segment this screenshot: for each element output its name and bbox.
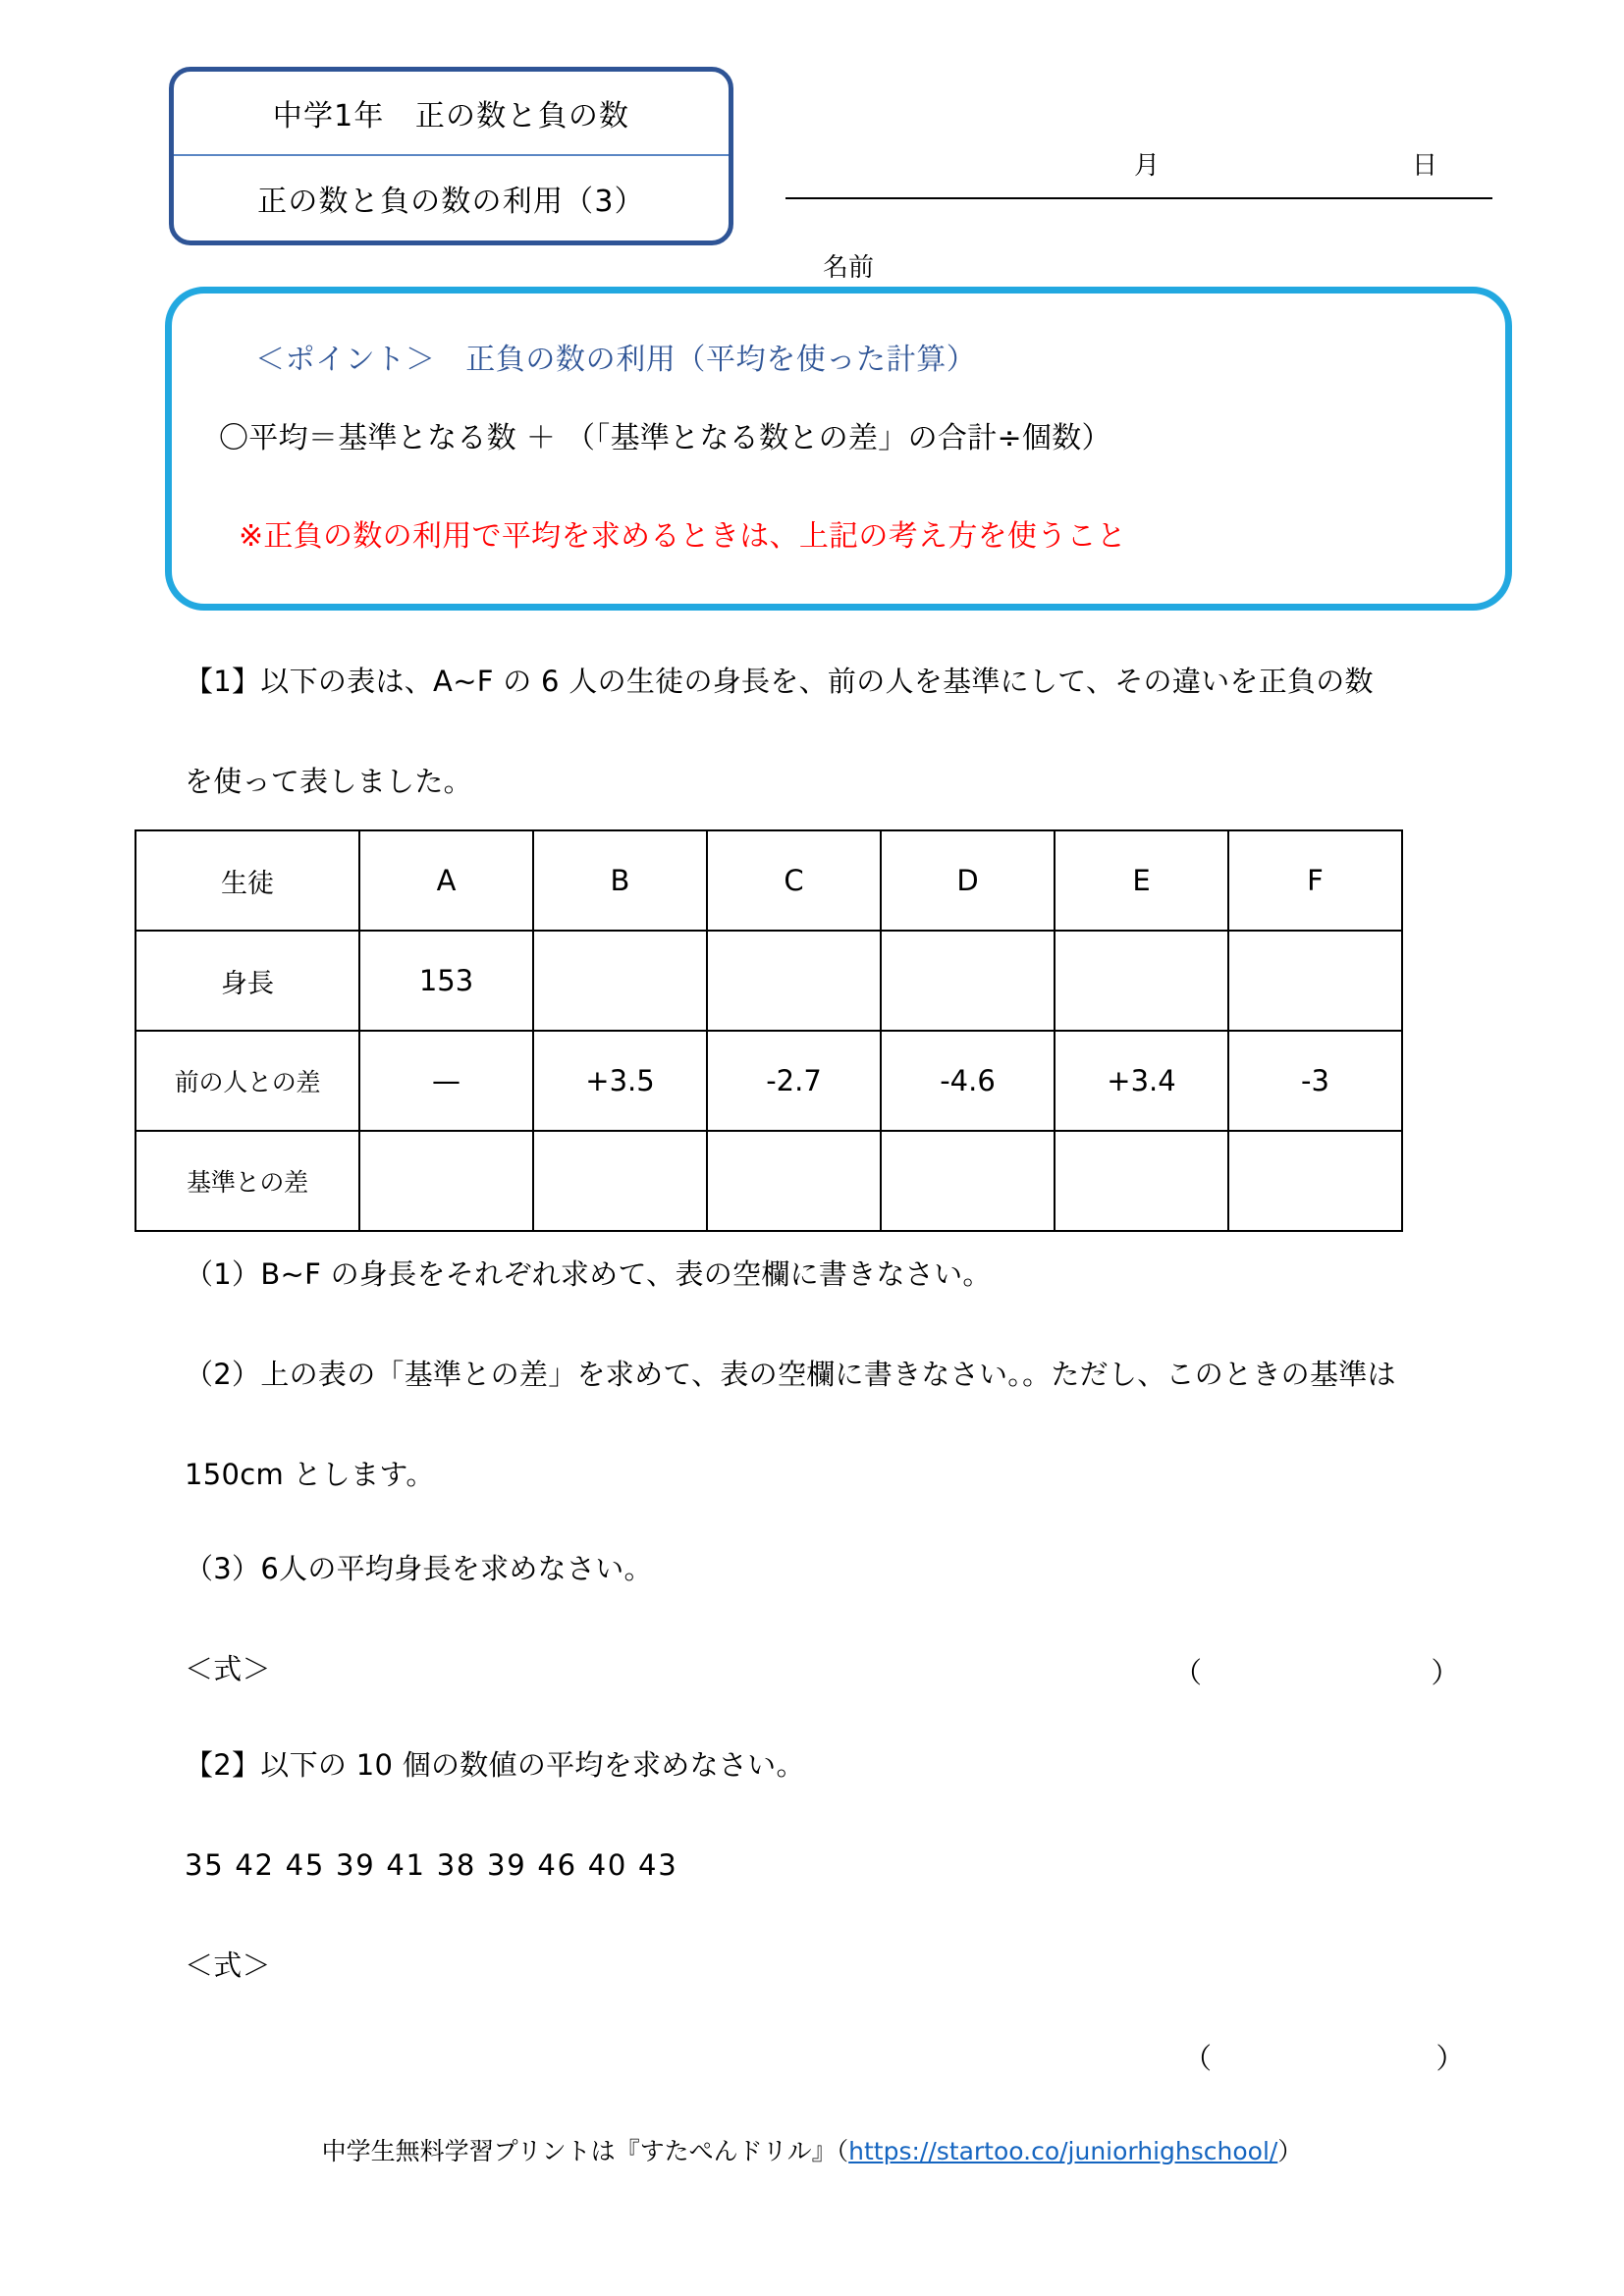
date-name-area xyxy=(785,59,1492,283)
table-row-diff-base xyxy=(135,1131,1402,1231)
question1-sub2-line2: 150cm とします。 xyxy=(185,1458,435,1491)
height-cell-b[interactable] xyxy=(533,931,707,1031)
footer-text-before: 中学生無料学習プリントは『すたぺんドリル』（ xyxy=(321,2137,849,2165)
table-row-students xyxy=(135,830,1402,931)
row-label-height: 身長 xyxy=(135,931,359,1031)
diff-prev-cell-d: -4.6 xyxy=(881,1031,1055,1131)
question2-heading: 【2】以下の 10 個の数値の平均を求めなさい。 xyxy=(185,1748,805,1782)
answer-paren-close: ） xyxy=(1431,1656,1460,1689)
height-cell-d[interactable] xyxy=(881,931,1055,1031)
question1-line1: 【1】以下の表は、A~F の 6 人の生徒の身長を、前の人を基準にして、その違いを正負の数 xyxy=(185,665,1374,698)
answer-paren-close: ） xyxy=(1435,2042,1465,2075)
height-table xyxy=(135,829,1403,1232)
question1-sub2-line1: （2）上の表の「基準との差」を求めて、表の空欄に書きなさい。。ただし、このときの基準は xyxy=(185,1358,1396,1391)
height-cell-e[interactable] xyxy=(1055,931,1228,1031)
point-heading: ＜ポイント＞ 正負の数の利用（平均を使った計算） xyxy=(255,343,977,377)
diff-base-cell-c[interactable] xyxy=(707,1131,881,1231)
answer-paren-open: （ xyxy=(1183,2042,1213,2075)
worksheet-subject-title: 中学1年 正の数と負の数 xyxy=(174,72,729,156)
worksheet-topic-title: 正の数と負の数の利用（3） xyxy=(257,185,645,219)
diff-prev-cell-c: -2.7 xyxy=(707,1031,881,1131)
student-cell-a: A xyxy=(359,830,533,931)
diff-base-cell-f[interactable] xyxy=(1228,1131,1402,1231)
question1-sub1: （1）B~F の身長をそれぞれ求めて、表の空欄に書きなさい。 xyxy=(185,1257,992,1291)
title-box xyxy=(169,67,733,245)
student-cell-f: F xyxy=(1228,830,1402,931)
question1-sub3: （3）6人の平均身長を求めなさい。 xyxy=(185,1552,653,1585)
height-cell-a[interactable]: 153 xyxy=(359,931,533,1031)
point-callout-box xyxy=(165,287,1512,611)
row-label-diff-base: 基準との差 xyxy=(135,1131,359,1231)
date-write-line[interactable] xyxy=(785,197,1492,199)
row-label-diff-previous: 前の人との差 xyxy=(135,1031,359,1131)
point-warning-note: ※正負の数の利用で平均を求めるときは、上記の考え方を使うこと xyxy=(239,519,1127,554)
question1-answer-box[interactable] xyxy=(1173,1651,1459,1691)
table-row-height xyxy=(135,931,1402,1031)
footer-site-link[interactable]: https://startoo.co/juniorhighschool/ xyxy=(848,2137,1278,2165)
student-cell-b: B xyxy=(533,830,707,931)
student-cell-d: D xyxy=(881,830,1055,931)
question1-line2: を使って表しました。 xyxy=(185,765,472,798)
student-cell-c: C xyxy=(707,830,881,931)
height-cell-c[interactable] xyxy=(707,931,881,1031)
diff-prev-cell-e: +3.4 xyxy=(1055,1031,1228,1131)
height-cell-f[interactable] xyxy=(1228,931,1402,1031)
diff-prev-cell-f: -3 xyxy=(1228,1031,1402,1131)
question2-number-list: 35 42 45 39 41 38 39 46 40 43 xyxy=(185,1848,678,1882)
question1-formula-label: ＜式＞ xyxy=(185,1652,271,1685)
question2-formula-label: ＜式＞ xyxy=(185,1949,271,1982)
row-label-student: 生徒 xyxy=(135,830,359,931)
day-label: 日 xyxy=(1412,151,1438,181)
table-row-diff-previous xyxy=(135,1031,1402,1131)
height-table-wrapper xyxy=(135,829,1401,1232)
header xyxy=(0,59,1624,283)
month-label: 月 xyxy=(1134,151,1161,181)
name-label: 名前 xyxy=(823,253,875,283)
footer xyxy=(0,2132,1624,2167)
diff-base-cell-b[interactable] xyxy=(533,1131,707,1231)
point-formula: 〇平均＝基準となる数 ＋ （「基準となる数との差」の合計÷個数） xyxy=(219,421,1111,455)
diff-prev-cell-b: +3.5 xyxy=(533,1031,707,1131)
diff-prev-cell-a: — xyxy=(359,1031,533,1131)
diff-base-cell-d[interactable] xyxy=(881,1131,1055,1231)
answer-paren-open: （ xyxy=(1173,1656,1203,1689)
date-labels xyxy=(785,145,1492,188)
diff-base-cell-a[interactable] xyxy=(359,1131,533,1231)
diff-base-cell-e[interactable] xyxy=(1055,1131,1228,1231)
question2-answer-box[interactable] xyxy=(1183,2037,1464,2077)
student-cell-e: E xyxy=(1055,830,1228,931)
footer-text-after: ） xyxy=(1277,2137,1303,2165)
